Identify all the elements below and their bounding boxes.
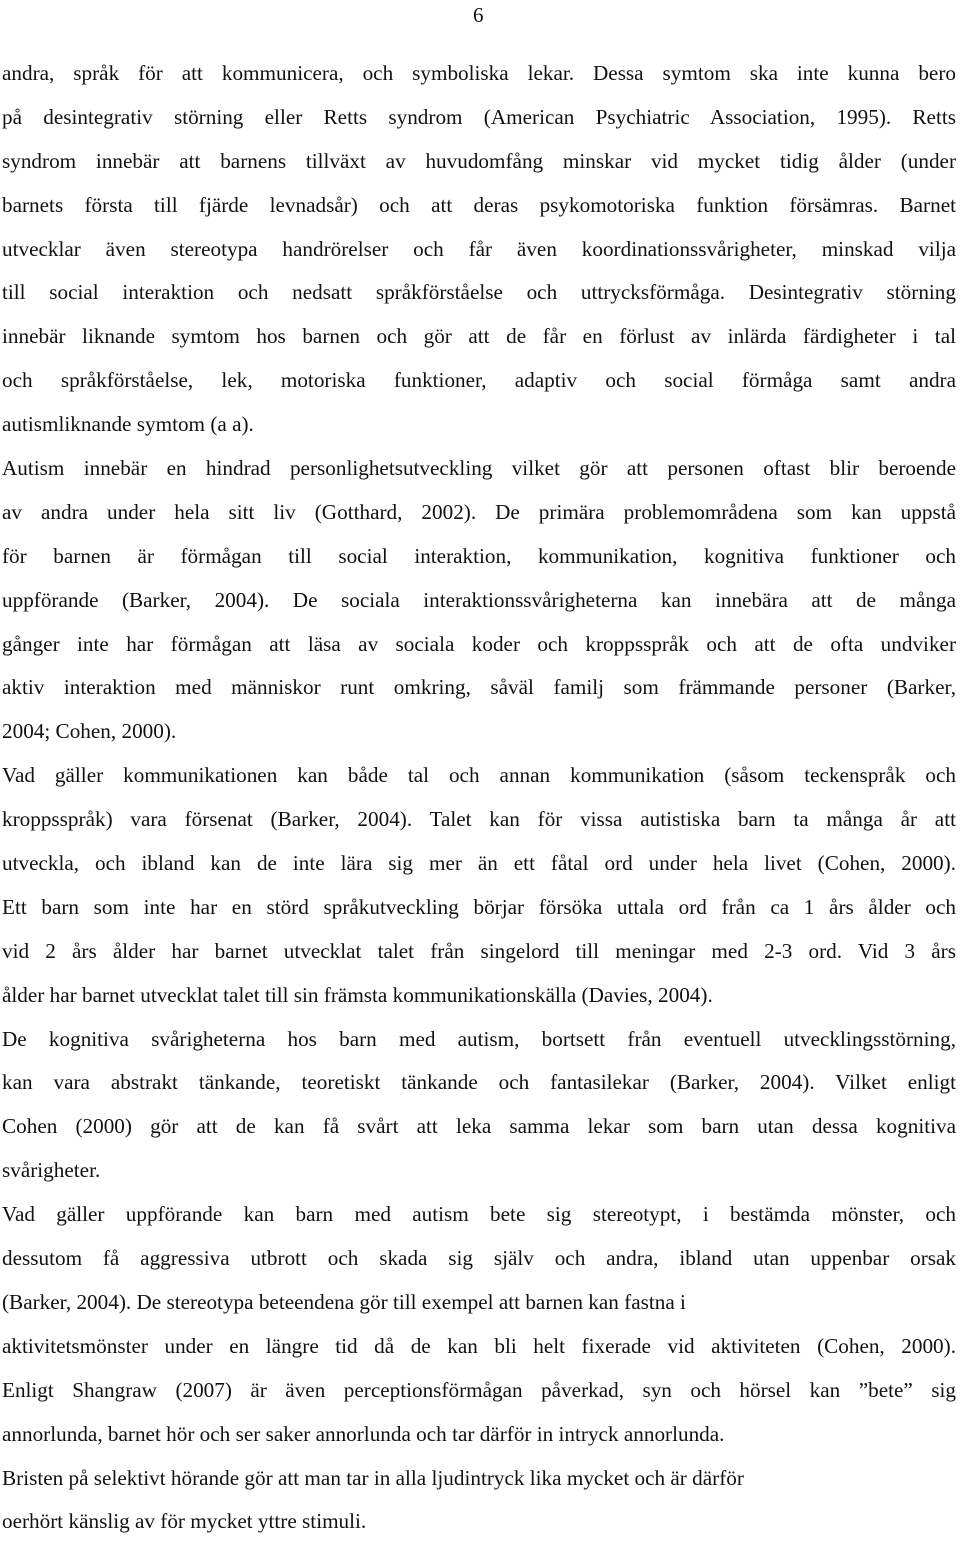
page-number: 6 [473,3,484,27]
text-line: syndrom innebär att barnens tillväxt av huvudomfång minskar vid mycket tidig ålder (under [2,148,956,173]
text-line: De kognitiva svårigheterna hos barn med autism, bortsett från eventuell utvecklingsstörning, [2,1026,956,1051]
text-line: utvecklar även stereotypa handrörelser och får även koordinationssvårigheter, minskad vilja [2,236,956,261]
text-line: Vad gäller kommunikationen kan både tal och annan kommunikation (såsom teckenspråk och [2,763,956,788]
text-line: annorlunda, barnet hör och ser saker annorlunda och tar därför in intryck annorlunda. [2,1421,725,1446]
text-line: vid 2 års ålder har barnet utvecklat talet från singelord till meningar med 2-3 ord. Vid 3 års [2,938,956,963]
text-line: ålder har barnet utvecklat talet till sin främsta kommunikationskälla (Davies, 2004). [2,982,713,1007]
text-line: av andra under hela sitt liv (Gotthard, 2002). De primära problemområdena som kan uppstå [2,499,956,524]
text-line: uppförande (Barker, 2004). De sociala interaktionssvårigheterna kan innebära att de många [2,587,956,612]
text-line: utveckla, och ibland kan de inte lära sig mer än ett fåtal ord under hela livet (Cohen, 2000). [2,851,956,876]
text-line: och språkförståelse, lek, motoriska funktioner, adaptiv och social förmåga samt andra [2,368,956,393]
text-line: andra, språk för att kommunicera, och symboliska lekar. Dessa symtom ska inte kunna bero [2,61,956,85]
body-text [2,52,956,1544]
text-line: gånger inte har förmågan att läsa av sociala koder och kroppsspråk och att de ofta undviker [2,631,956,656]
text-line: kroppsspråk) vara försenat (Barker, 2004). Talet kan för vissa autistiska barn ta många år att [2,807,956,832]
text-line: innebär liknande symtom hos barnen och gör att de får en förlust av inlärda färdigheter i tal [2,324,956,349]
text-line: kan vara abstrakt tänkande, teoretiskt tänkande och fantasilekar (Barker, 2004). Vilket enligt [2,1070,956,1095]
text-line: svårigheter. [2,1158,101,1183]
text-line: för barnen är förmågan till social interaktion, kommunikation, kognitiva funktioner och [2,543,956,568]
text-line: Ett barn som inte har en störd språkutveckling börjar försöka uttala ord från ca 1 års ålder och [2,894,956,919]
text-line: Cohen (2000) gör att de kan få svårt att leka samma lekar som barn utan dessa kognitiva [2,1114,956,1139]
text-line: barnets första till fjärde levnadsår) och att deras psykomotoriska funktion försämras. Barnet [2,192,956,217]
text-line: aktiv interaktion med människor runt omkring, såväl familj som främmande personer (Barker, [2,675,956,700]
text-line: autismliknande symtom (a a). [2,412,254,437]
text-line: Autism innebär en hindrad personlighetsutveckling vilket gör att personen oftast blir beroende [2,456,956,481]
text-line: Enligt Shangraw (2007) är även perceptionsförmågan påverkad, syn och hörsel kan ”bete” sig [2,1377,956,1402]
text-line: aktivitetsmönster under en längre tid då de kan bli helt fixerade vid aktiviteten (Cohen, 2000). [2,1333,956,1358]
text-line: Vad gäller uppförande kan barn med autism bete sig stereotypt, i bestämda mönster, och [2,1202,956,1227]
text-line: Bristen på selektivt hörande gör att man tar in alla ljudintryck lika mycket och är därför [2,1465,744,1490]
text-line: på desintegrativ störning eller Retts syndrom (American Psychiatric Association, 1995). Retts [2,104,956,129]
text-line: dessutom få aggressiva utbrott och skada sig själv och andra, ibland utan uppenbar orsak [2,1246,956,1271]
text-line: oerhört känslig av för mycket yttre stimuli. [2,1509,367,1534]
text-line: till social interaktion och nedsatt språkförståelse och uttrycksförmåga. Desintegrativ störning [2,280,956,305]
text-line: 2004; Cohen, 2000). [2,719,177,744]
text-line: (Barker, 2004). De stereotypa beteendena gör till exempel att barnen kan fastna i [2,1289,686,1314]
